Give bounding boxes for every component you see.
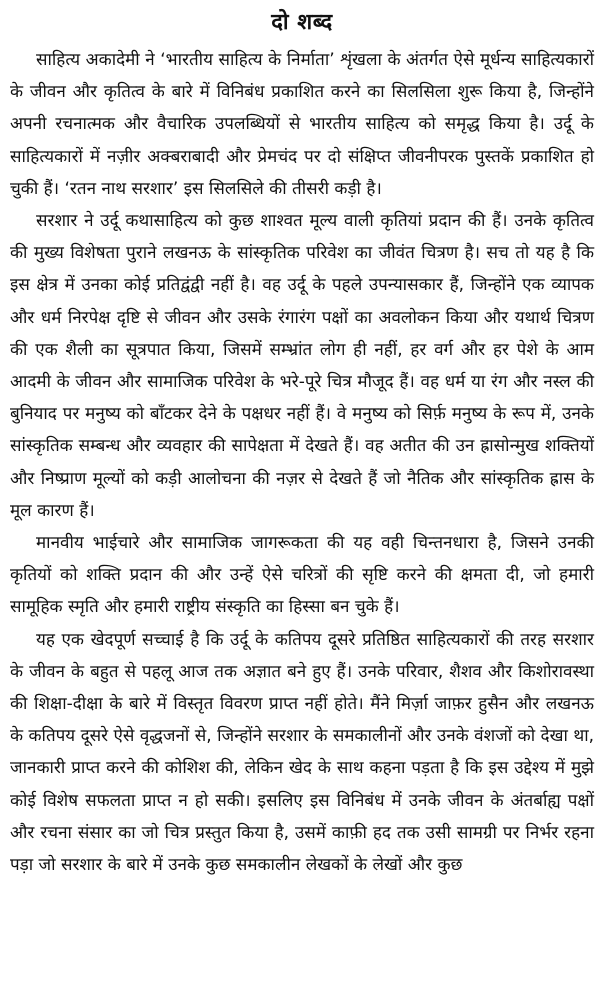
body-text bbox=[10, 44, 594, 881]
paragraph-4: यह एक खेदपूर्ण सच्चाई है कि उर्दू के कतिपय दूसरे प्रतिष्ठित साहित्यकारों की तरह सरशार के जीवन के बहुत से पहलू आज तक अज्ञात बने हुए हैं। उनके परिवार, शैशव और किशोरावस्था की शिक्षा-दीक्षा के बारे में विस्तृत विवरण प्राप्त नहीं होते। मैंने मिर्ज़ा जाफ़र हुसैन और लखनऊ के कतिपय दूसरे ऐसे वृद्धजनों से, जिन्होंने सरशार के समकालीनों और उनके वंशजों को देखा था, जानकारी प्राप्त करने की कोशिश की, लेकिन खेद के साथ कहना पड़ता है कि इस उद्देश्य में मुझे कोई विशेष सफलता प्राप्त न हो सकी। इसलिए इस विनिबंध में उनके जीवन के अंतर्बाह्य पक्षों और रचना संसार का जो चित्र प्रस्तुत किया है, उसमें काफ़ी हद तक उसी सामग्री पर निर्भर रहना पड़ा जो सरशार के बारे में उनके कुछ समकालीन लेखकों के लेखों और कुछ bbox=[10, 629, 594, 876]
paragraph-2: सरशार ने उर्दू कथासाहित्य को कुछ शाश्वत मूल्य वाली कृतियां प्रदान की हैं। उनके कृतित्व की मुख्य विशेषता पुराने लखनऊ के सांस्कृतिक परिवेश का जीवंत चित्रण है। सच तो यह है कि इस क्षेत्र में उनका कोई प्रतिद्वंद्वी नहीं है। वह उर्दू के पहले उपन्यासकार हैं, जिन्होंने एक व्यापक और धर्म निरपेक्ष दृष्टि से जीवन और उसके रंगारंग पक्षों का अवलोकन किया और यथार्थ चित्रण की एक शैली का सूत्रपात किया, जिसमें सम्भ्रांत लोग ही नहीं, हर वर्ग और हर पेशे के आम आदमी के जीवन और सामाजिक परिवेश के भरे-पूरे चित्र मौजूद हैं। वह धर्म या रंग और नस्ल की बुनियाद पर मनुष्य को बाँटकर देने के पक्षधर नहीं हैं। वे मनुष्य को सिर्फ़ मनुष्य के रूप में, उनके सांस्कृतिक सम्बन्ध और व्यवहार की सापेक्षता में देखते हैं। वह अतीत की उन ह्रासोन्मुख शक्तियों और निष्प्राण मूल्यों को कड़ी आलोचना की नज़र से देखते हैं जो नैतिक और सांस्कृतिक ह्रास के मूल कारण हैं। bbox=[10, 211, 594, 521]
page-title: दो शब्द bbox=[271, 10, 333, 35]
paragraph-1: साहित्य अकादेमी ने ‘भारतीय साहित्य के निर्माता’ शृंखला के अंतर्गत ऐसे मूर्धन्य साहित्यकारों के जीवन और कृतित्व के बारे में विनिबंध प्रकाशित करने का सिलसिला शुरू किया है, जिन्होंने अपनी रचनात्मक और वैचारिक उपलब्धियों से भारतीय साहित्य को समृद्ध किया है। उर्दू के साहित्यकारों में नज़ीर अक्बराबादी और प्रेमचंद पर दो संक्षिप्त जीवनीपरक पुस्तकें प्रकाशित हो चुकी हैं। ‘रतन नाथ सरशार’ इस सिलसिले की तीसरी कड़ी है। bbox=[10, 50, 594, 199]
paragraph-3: मानवीय भाईचारे और सामाजिक जागरूकता की यह वही चिन्तनधारा है, जिसने उनकी कृतियों को शक्ति प्रदान की और उन्हें ऐसे चरित्रों की सृष्टि करने की क्षमता दी, जो हमारी सामूहिक स्मृति और हमारी राष्ट्रीय संस्कृति का हिस्सा बन चुके हैं। bbox=[10, 533, 594, 618]
